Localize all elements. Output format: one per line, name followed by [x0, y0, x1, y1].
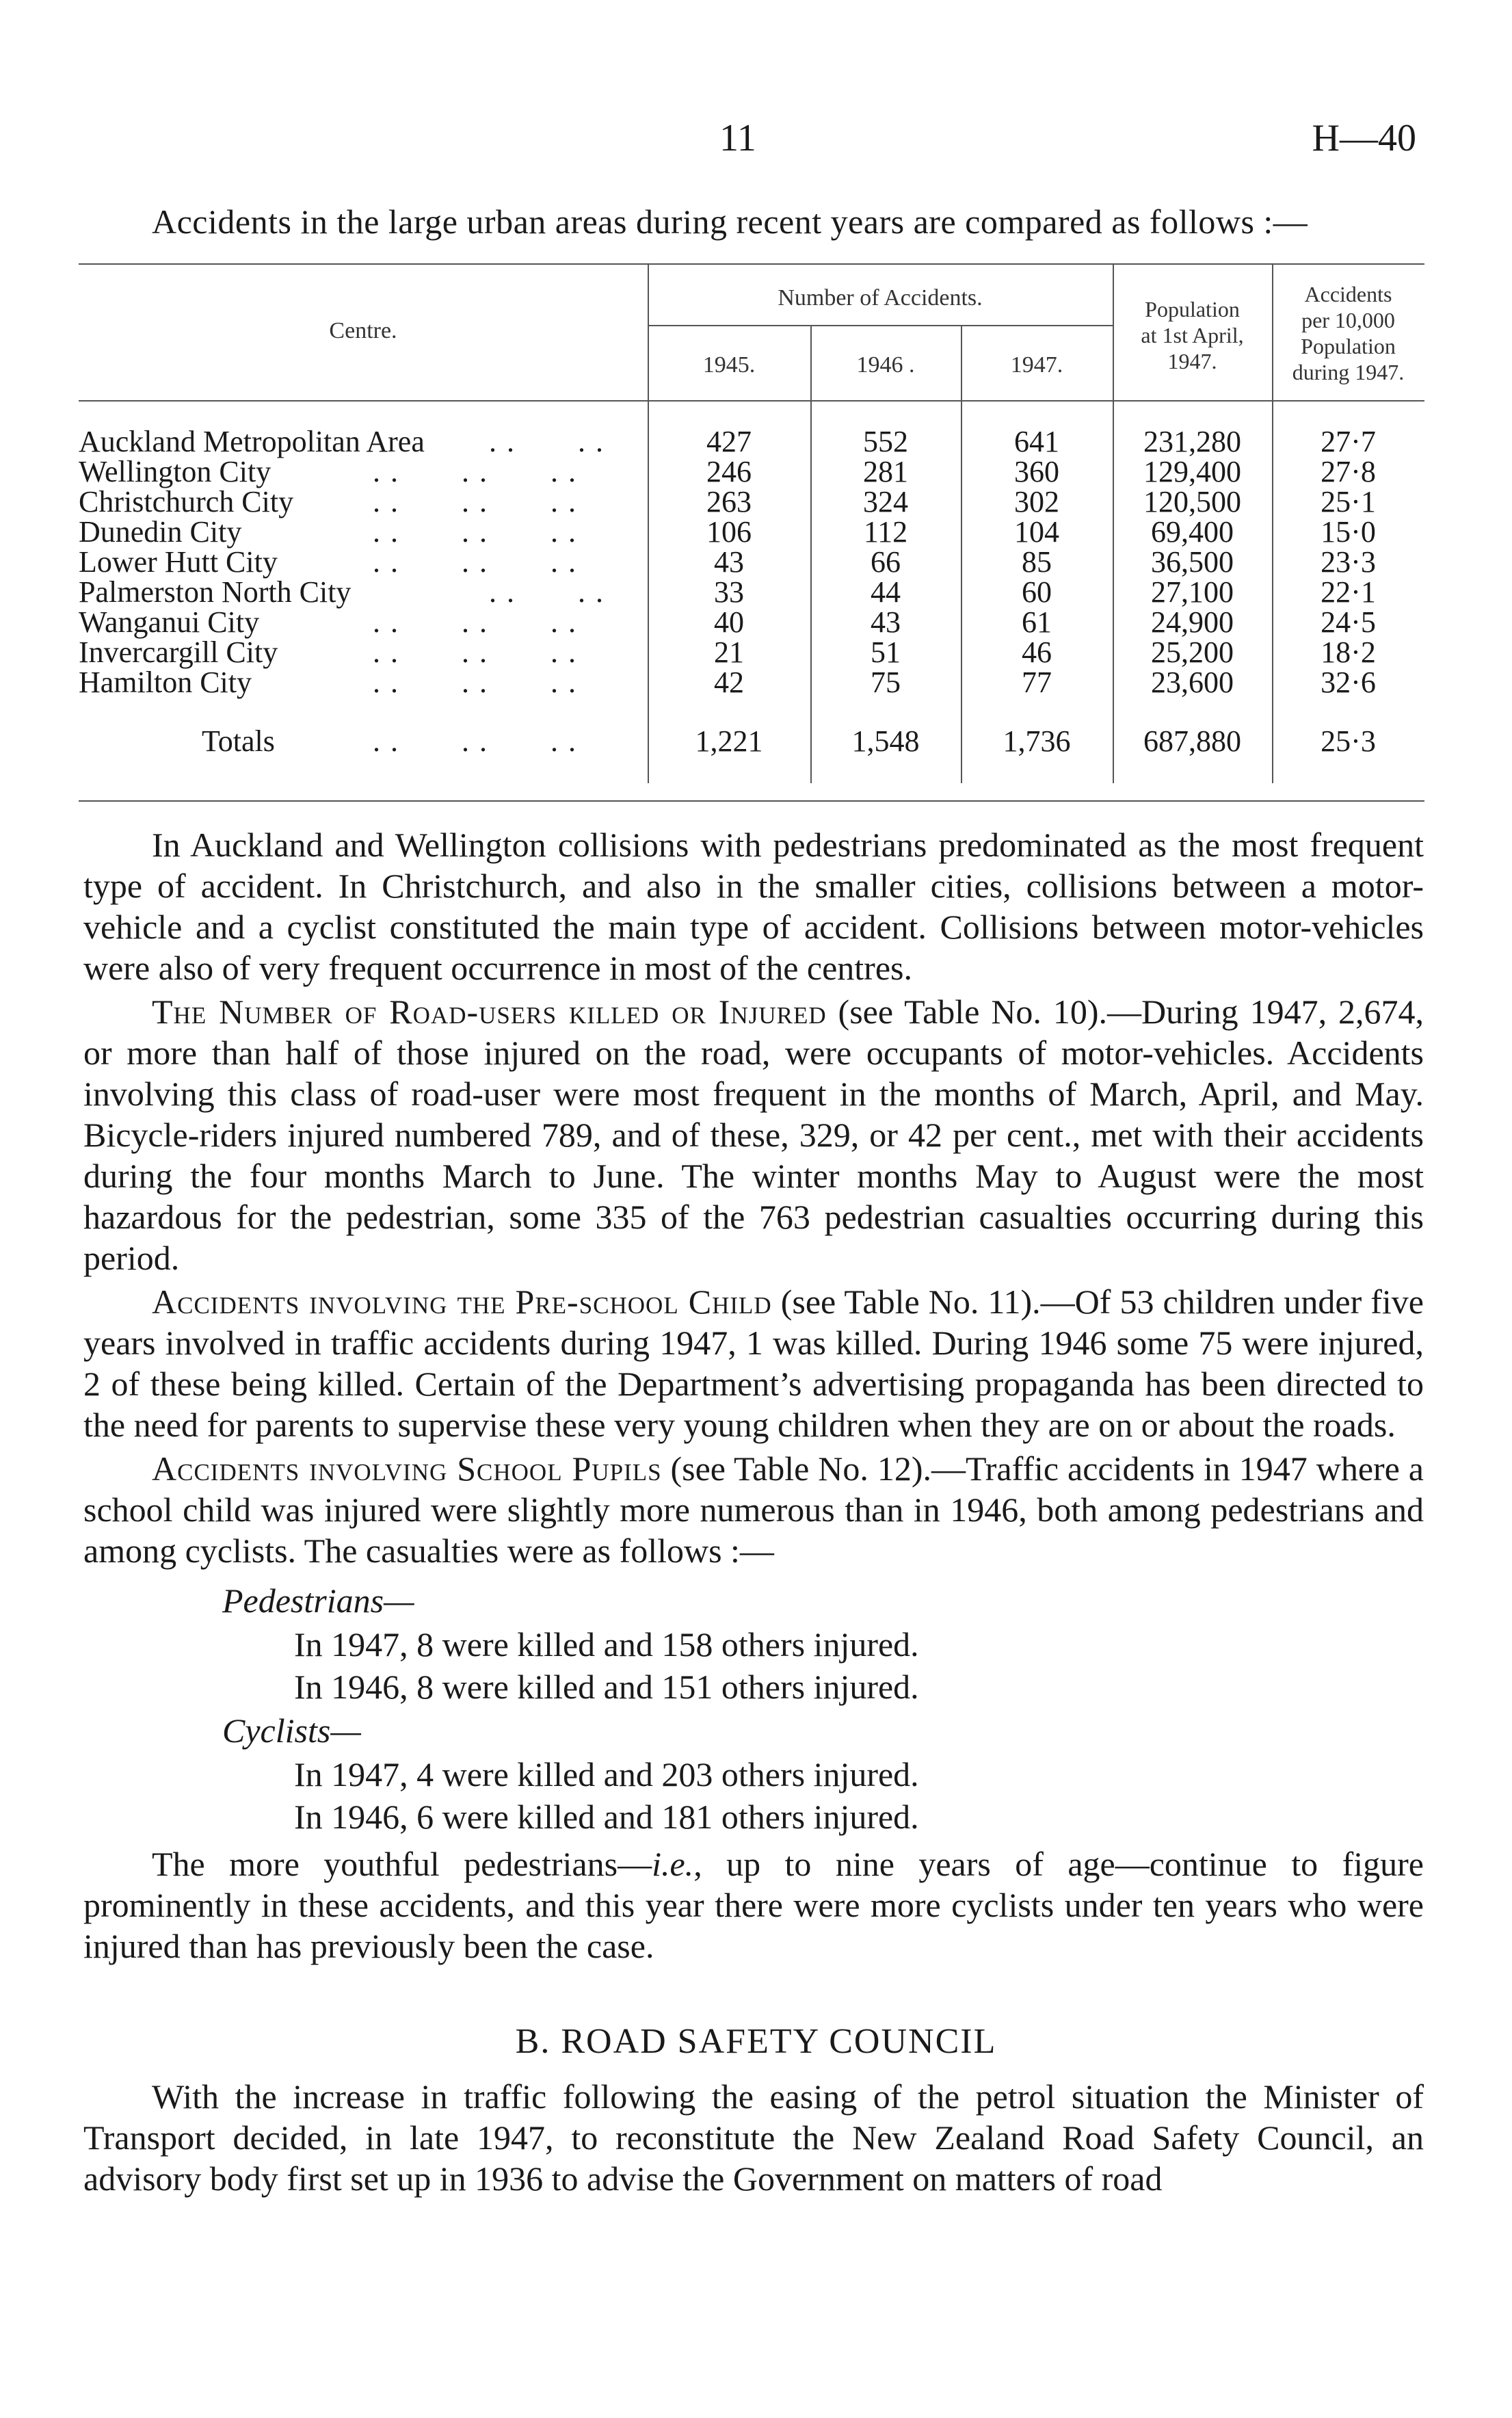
table-row	[79, 514, 1424, 549]
row-1945: 246	[706, 455, 752, 488]
header-year-1946: 1946 .	[856, 352, 915, 378]
header-year-1945: 1945.	[702, 352, 756, 378]
row-1947: 85	[1022, 545, 1052, 579]
header-year-1947: 1947.	[1010, 352, 1063, 378]
table-row	[79, 544, 1424, 579]
body-text-block-2	[83, 1843, 1424, 1967]
table-row	[79, 605, 1424, 639]
row-1947: 61	[1022, 605, 1052, 639]
row-rate: 24·5	[1321, 605, 1376, 639]
paragraph-road-safety-council: With the increase in traffic following the easing of the petrol situation the Minister of Transport decided, in late 1947, to reconstitute the New Zealand Road Safety Council, an advisory body first set up in 1936 to advise the Government on matters of road	[83, 2077, 1424, 2198]
paragraph-school-pupils	[83, 1448, 1424, 1571]
header-population-line: Population	[1145, 297, 1240, 321]
paragraph-heading: The Number of Road-users killed or Injured	[152, 993, 827, 1031]
table-intro: Accidents in the large urban areas during recent years are compared as follows :—	[152, 202, 1308, 241]
row-centre: Wellington City	[79, 455, 271, 488]
row-population: 129,400	[1143, 455, 1241, 488]
row-1946: 281	[863, 455, 908, 488]
header-population-line: 1947.	[1167, 349, 1217, 373]
row-rate: 23·3	[1321, 545, 1376, 579]
header-population	[1113, 296, 1272, 374]
row-leader-dots: . . . . . .	[373, 724, 577, 758]
section-heading: B. ROAD SAFETY COUNCIL	[515, 2022, 997, 2061]
header-rate-line: during 1947.	[1292, 360, 1405, 384]
pedestrians-label: Pedestrians—	[222, 1581, 414, 1620]
row-1945: 42	[714, 666, 744, 699]
cyclists-label: Cyclists—	[222, 1711, 361, 1750]
table-header-rule	[79, 400, 1424, 402]
row-centre: Hamilton City	[79, 666, 252, 699]
row-rate: 22·1	[1321, 575, 1376, 609]
row-1947: 60	[1022, 575, 1052, 609]
row-leader-dots: . . . . . .	[373, 485, 577, 518]
row-leader-dots: . . . . . .	[373, 666, 577, 699]
body-text-block-3	[83, 2076, 1424, 2199]
row-rate: 15·0	[1321, 515, 1376, 549]
body-text-block-1	[83, 824, 1424, 1571]
row-population: 24,900	[1151, 605, 1234, 639]
totals-1945: 1,221	[695, 724, 763, 758]
row-population: 231,280	[1143, 425, 1241, 458]
row-1947: 360	[1014, 455, 1059, 488]
row-rate: 27·7	[1321, 425, 1376, 458]
row-leader-dots: . . . . . .	[373, 545, 577, 579]
row-centre: Lower Hutt City	[79, 545, 278, 579]
row-1946: 44	[871, 575, 901, 609]
table-top-rule	[79, 263, 1424, 265]
row-population: 25,200	[1151, 635, 1234, 669]
table-row-totals	[79, 724, 1424, 758]
row-1947: 302	[1014, 485, 1059, 518]
row-rate: 18·2	[1321, 635, 1376, 669]
header-centre: Centre.	[329, 318, 397, 343]
page-number: 11	[719, 117, 756, 159]
paragraph-body: (see Table No. 11).—Of 53 children under five years involved in traffic accidents during 1947, 1 was killed. During 1946 some 75 were injured, 2 of these being killed. Certain of the Department’s advertising propaganda has been directed to the need for parents to supervise these very young children when they are on or about the roads.	[83, 1283, 1424, 1444]
group-header-rule	[648, 325, 1113, 326]
row-leader-dots: . . . . . .	[373, 455, 577, 488]
totals-1947: 1,736	[1003, 724, 1071, 758]
totals-rate: 25·3	[1321, 724, 1376, 758]
row-population: 27,100	[1151, 575, 1234, 609]
table-row	[79, 484, 1424, 518]
cyclists-1947: In 1947, 4 were killed and 203 others injured.	[294, 1755, 919, 1793]
accidents-table	[79, 263, 1424, 804]
row-1945: 263	[706, 485, 752, 518]
row-1946: 43	[871, 605, 901, 639]
row-1946: 75	[871, 666, 901, 699]
row-population: 23,600	[1151, 666, 1234, 699]
table-row	[79, 575, 1424, 609]
row-leader-dots: . . . .	[489, 425, 605, 458]
row-centre: Palmerston North City	[79, 575, 352, 609]
header-population-line: at 1st April,	[1141, 323, 1244, 347]
paragraph-youthful	[83, 1843, 1424, 1967]
table-row	[79, 424, 1424, 458]
row-1946: 51	[871, 635, 901, 669]
row-1947: 77	[1022, 666, 1052, 699]
header-number-of-accidents: Number of Accidents.	[778, 285, 983, 311]
row-1946: 112	[863, 515, 908, 549]
paragraph-ie: i.e.	[652, 1845, 694, 1883]
row-leader-dots: . . . . . .	[373, 515, 577, 549]
row-centre: Wanganui City	[79, 605, 260, 639]
row-1946: 552	[863, 425, 908, 458]
totals-label: Totals	[202, 724, 275, 758]
paragraph-heading: Accidents involving School Pupils	[152, 1449, 662, 1488]
paragraph-body: (see Table No. 10).—During 1947, 2,674, or more than half of those injured on the road, were occupants of motor-vehicles. Accidents involving this class of road-user were most frequent in the months of March, April, and May. Bicycle-riders injured numbered 789, and of these, 329, or 42 per cent., met with their accidents during the four months March to June. The winter months May to August were the most hazardous for the pedestrian, some 335 of the 763 pedestrian casualties occurring during this period.	[83, 993, 1424, 1277]
row-rate: 32·6	[1321, 666, 1376, 699]
row-population: 36,500	[1151, 545, 1234, 579]
totals-population: 687,880	[1143, 724, 1241, 758]
paragraph-road-users	[83, 991, 1424, 1278]
paragraph-text: , up to nine years of age—continue to figure prominently in these accidents, and this year there were more cyclists under ten years who were injured than has previously been the case.	[83, 1845, 1424, 1965]
row-1947: 104	[1014, 515, 1059, 549]
row-leader-dots: . . . .	[489, 575, 605, 609]
row-centre: Invercargill City	[79, 635, 278, 669]
header-rate-line: Accidents	[1304, 282, 1392, 306]
row-1946: 324	[863, 485, 908, 518]
row-1945: 40	[714, 605, 744, 639]
pedestrians-1946: In 1946, 8 were killed and 151 others injured.	[294, 1668, 919, 1706]
row-population: 69,400	[1151, 515, 1234, 549]
row-population: 120,500	[1143, 485, 1241, 518]
row-1945: 43	[714, 545, 744, 579]
table-row	[79, 454, 1424, 488]
paragraph-body: (see Table No. 12).—Traffic accidents in 1947 where a school child was injured were slightly more numerous than in 1946, both among pedestrians and among cyclists. The casualties were as follows :—	[83, 1449, 1424, 1570]
row-centre: Christchurch City	[79, 485, 294, 518]
row-1945: 106	[706, 515, 752, 549]
table-bottom-rule	[79, 800, 1424, 802]
cyclists-1946: In 1946, 6 were killed and 181 others injured.	[294, 1798, 919, 1836]
row-1947: 641	[1014, 425, 1059, 458]
row-1947: 46	[1022, 635, 1052, 669]
header-rate-line: Population	[1301, 334, 1396, 358]
document-reference: H—40	[1312, 117, 1416, 159]
row-rate: 25·1	[1321, 485, 1376, 518]
pedestrians-1947: In 1947, 8 were killed and 158 others injured.	[294, 1625, 919, 1664]
paragraph-text: The more youthful pedestrians—	[152, 1845, 652, 1883]
row-1945: 21	[714, 635, 744, 669]
row-centre: Dunedin City	[79, 515, 242, 549]
header-rate	[1272, 281, 1424, 385]
totals-1946: 1,548	[851, 724, 920, 758]
paragraph-collisions: In Auckland and Wellington collisions with pedestrians predominated as the most frequent type of accident. In Christchurch, and also in the smaller cities, collisions between a motor-vehicle and a cyclist constituted the main type of accident. Collisions between motor-vehicles were also of very frequent occurrence in most of the centres.	[83, 826, 1424, 987]
table-row	[79, 665, 1424, 699]
row-centre: Auckland Metropolitan Area	[79, 425, 425, 458]
row-rate: 27·8	[1321, 455, 1376, 488]
table-row	[79, 635, 1424, 669]
paragraph-pre-school	[83, 1281, 1424, 1445]
row-leader-dots: . . . . . .	[373, 605, 577, 639]
header-rate-line: per 10,000	[1301, 308, 1395, 332]
row-leader-dots: . . . . . .	[373, 635, 577, 669]
row-1945: 33	[714, 575, 744, 609]
paragraph-heading: Accidents involving the Pre-school Child	[152, 1283, 772, 1321]
row-1946: 66	[871, 545, 901, 579]
row-1945: 427	[706, 425, 752, 458]
